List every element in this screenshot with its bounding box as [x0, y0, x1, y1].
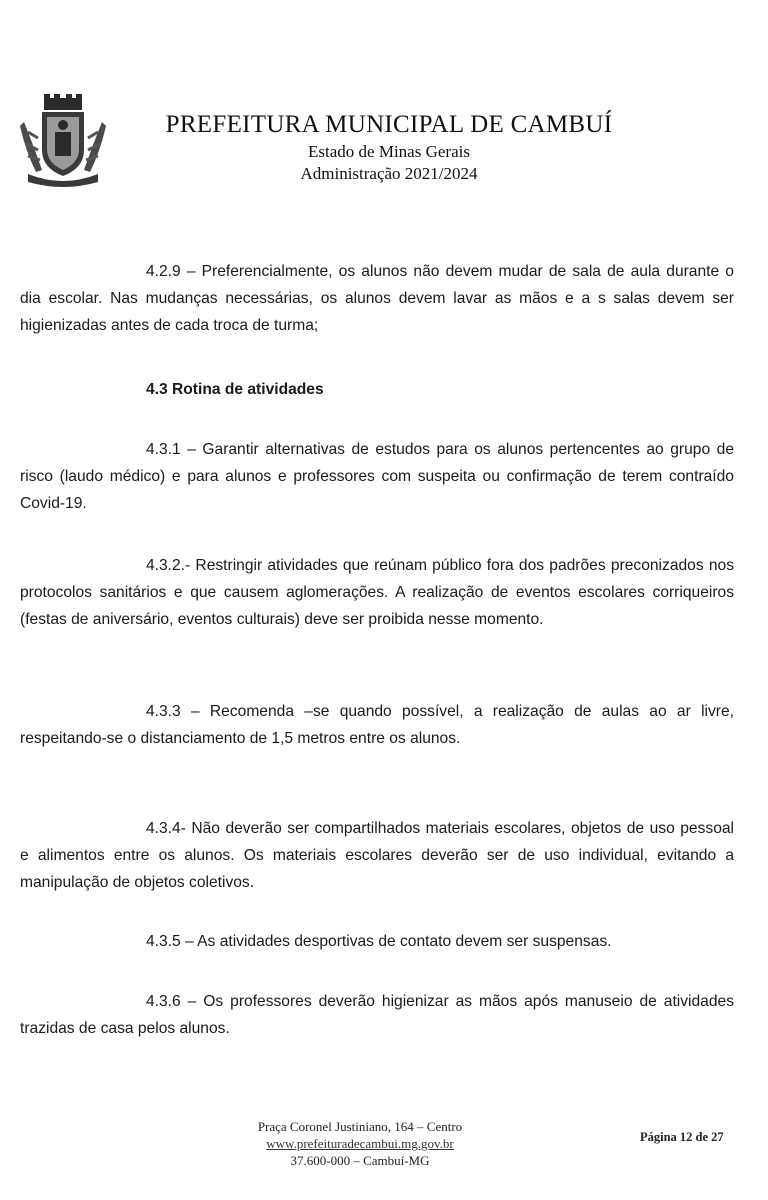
letterhead-text — [129, 110, 649, 184]
paragraph-lead: 4.3.3 – Recomenda –se quando possível, a realização de aulas ao ar livre, — [146, 703, 734, 720]
paragraph-text: respeitando-se o distanciamento de 1,5 metros entre os alunos. — [20, 730, 461, 747]
paragraph-lead: 4.2.9 – Preferencialmente, os alunos não devem mudar de sala de aula — [146, 263, 661, 280]
paragraph-4-3-3 — [20, 698, 734, 752]
paragraph-text: pessoal e alimentos entre os alunos. Os materiais escolares deverão ser de uso individual, evitando a manipulação de objetos coletivos. — [20, 820, 734, 891]
paragraph-text: 4.3.5 – As atividades desportivas de contato devem ser suspensas. — [146, 933, 612, 950]
paragraph-text: grupo de risco (laudo médico) e para alunos e professores com suspeita ou confirmação de terem contraído Covid-19. — [20, 441, 734, 512]
administration-period: Administração 2021/2024 — [300, 164, 478, 183]
paragraph-4-2-9 — [20, 258, 734, 339]
paragraph-lead: 4.3.2.- Restringir atividades que reúnam público fora dos padrões — [146, 557, 606, 574]
paragraph-4-3-6 — [20, 988, 734, 1042]
paragraph-lead: 4.3.1 – Garantir alternativas de estudos para os alunos pertencentes ao — [146, 441, 664, 458]
municipal-crest-icon — [14, 92, 112, 190]
page-number: Página 12 de 27 — [640, 1130, 724, 1144]
letterhead — [14, 92, 754, 192]
paragraph-4-3-4 — [20, 815, 734, 896]
paragraph-4-3-2 — [20, 552, 734, 633]
paragraph-lead: 4.3.4- Não deverão ser compartilhados materiais escolares, objetos de uso — [146, 820, 675, 837]
paragraph-text: preconizados nos protocolos sanitários e que causem aglomerações. A realização de eventos escolares corriqueiros (festas de aniversário, eventos culturais) deve ser proibida nesse momento. — [20, 557, 734, 628]
paragraph-lead: 4.3.6 – Os professores deverão higienizar as mãos após manuseio de — [146, 993, 657, 1010]
footer-cep-city: 37.600-000 – Cambuí-MG — [290, 1153, 430, 1168]
footer-website-link[interactable]: www.prefeituradecambui.mg.gov.br — [266, 1136, 454, 1151]
paragraph-text: durante o dia escolar. Nas mudanças necessárias, os alunos devem lavar as mãos e a s salas devem ser higienizadas antes de cada troca de turma; — [20, 263, 734, 334]
state-name: Estado de Minas Gerais — [308, 142, 470, 161]
footer-address-block — [210, 1118, 510, 1169]
paragraph-4-3-5 — [20, 928, 734, 955]
municipality-title: PREFEITURA MUNICIPAL DE CAMBUÍ — [165, 111, 613, 138]
section-heading-4-3: 4.3 Rotina de atividades — [146, 381, 324, 398]
paragraph-text: atividades trazidas de casa pelos alunos. — [20, 993, 734, 1037]
paragraph-4-3-1 — [20, 436, 734, 517]
footer-address: Praça Coronel Justiniano, 164 – Centro — [257, 1119, 463, 1134]
